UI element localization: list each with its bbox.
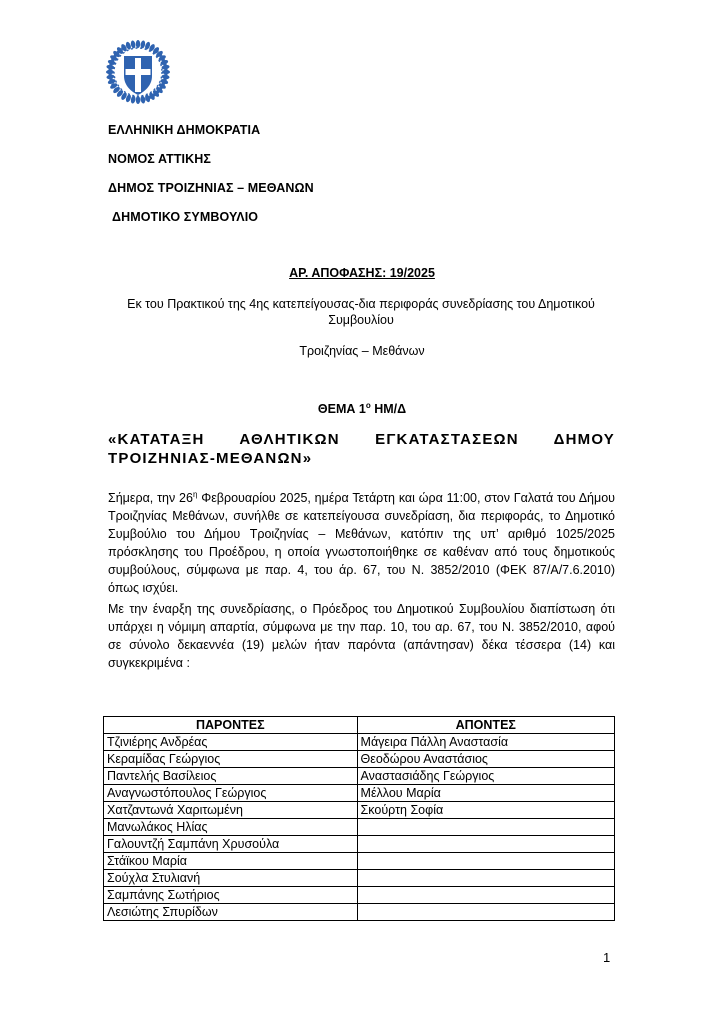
absent-header: ΑΠΟΝΤΕΣ xyxy=(357,717,614,734)
present-member-cell: Στάϊκου Μαρία xyxy=(104,853,358,870)
present-member-cell: Σούχλα Στυλιανή xyxy=(104,870,358,887)
paragraph-quorum: Με την έναρξη της συνεδρίασης, ο Πρόεδρος του Δημοτικού Συμβουλίου διαπίστωση ότι υπάρχει η νόμιμη απαρτία, σύμφωνα με την παρ. 10, του αρ. 67, του Ν. 3852/2010, αφού σε σύνολο δεκαεννέα (19) μελών ήταν παρόντα (απάντησαν) δέκα τέσσερα (14) και συγκεκριμένα : xyxy=(108,602,615,670)
absent-member-cell: Σκούρτη Σοφία xyxy=(357,802,614,819)
table-row xyxy=(104,870,615,887)
paragraph-session xyxy=(108,486,615,597)
paragraph-session-rest: Φεβρουαρίου 2025, ημέρα Τετάρτη και ώρα 11:00, στον Γαλατά του Δήμου Τροιζηνίας Μεθάνων, συνήλθε σε κατεπείγουσα συνεδρίαση, δια περιφοράς, το Δημοτικό Συμβούλιο του Δήμου Τροιζηνίας – Μεθάνων, κατόπιν της υπ’ αριθμό 1025/2025 πρόσκλησης του Προέδρου, η οποία γνωστοποιήθηκε σε καθέναν από τους δημοτικούς συμβούλους, σύμφωνα με παρ. 4, του άρ. 67, του Ν. 3852/2010 (ΦΕΚ 87/Α/7.6.2010) όπως ισχύει. xyxy=(108,491,615,596)
present-member-cell: Τζινιέρης Ανδρέας xyxy=(104,734,358,751)
municipality-name: Τροιζηνίας – Μεθάνων xyxy=(299,344,425,358)
present-member-cell: Χατζαντωνά Χαριτωμένη xyxy=(104,802,358,819)
table-row xyxy=(104,853,615,870)
subject-number xyxy=(0,401,724,416)
absent-member-cell xyxy=(357,836,614,853)
table-row xyxy=(104,819,615,836)
absent-member-cell: Θεοδώρου Αναστάσιος xyxy=(357,751,614,768)
present-member-cell: Μανωλάκος Ηλίας xyxy=(104,819,358,836)
decision-number: ΑΡ. ΑΠΟΦΑΣΗΣ: 19/2025 xyxy=(289,266,435,280)
present-member-cell: Αναγνωστόπουλος Γεώργιος xyxy=(104,785,358,802)
present-member-cell: Λεσιώτης Σπυρίδων xyxy=(104,904,358,921)
absent-member-cell xyxy=(357,887,614,904)
absent-member-cell xyxy=(357,853,614,870)
subject-number-suffix: ΗΜ/Δ xyxy=(370,402,407,417)
subject-number-ordinal: ο xyxy=(365,401,371,410)
attendance-header-row xyxy=(104,717,615,734)
header-municipality: ΔΗΜΟΣ ΤΡΟΙΖΗΝΙΑΣ – ΜΕΘΑΝΩΝ xyxy=(108,181,314,195)
present-member-cell: Σαμπάνης Σωτήριος xyxy=(104,887,358,904)
present-member-cell: Παντελής Βασίλειος xyxy=(104,768,358,785)
paragraph-session-start: Σήμερα, την 26 xyxy=(108,491,193,506)
attendance-body xyxy=(104,734,615,921)
header-prefecture: ΝΟΜΟΣ ΑΤΤΙΚΗΣ xyxy=(108,152,211,166)
present-member-cell: Γαλουντζή Σαμπάνη Χρυσούλα xyxy=(104,836,358,853)
table-row xyxy=(104,836,615,853)
header-council: ΔΗΜΟΤΙΚΟ ΣΥΜΒΟΥΛΙΟ xyxy=(112,210,259,224)
paragraph-session-ordinal: η xyxy=(192,490,198,499)
table-row xyxy=(104,785,615,802)
absent-member-cell: Μέλλου Μαρία xyxy=(357,785,614,802)
absent-member-cell: Αναστασιάδης Γεώργιος xyxy=(357,768,614,785)
greek-coat-of-arms-icon xyxy=(106,40,170,104)
attendance-table xyxy=(103,716,615,921)
subject-number-text: ΘΕΜΑ 1 xyxy=(317,402,366,417)
absent-member-cell xyxy=(357,819,614,836)
header-country: ΕΛΛΗΝΙΚΗ ΔΗΜΟΚΡΑΤΙΑ xyxy=(108,123,261,137)
present-member-cell: Κεραμίδας Γεώργιος xyxy=(104,751,358,768)
absent-member-cell: Μάγειρα Πάλλη Αναστασία xyxy=(357,734,614,751)
page-number: 1 xyxy=(603,950,611,965)
table-row xyxy=(104,887,615,904)
absent-member-cell xyxy=(357,870,614,887)
present-header: ΠΑΡΟΝΤΕΣ xyxy=(104,717,358,734)
table-row xyxy=(104,768,615,785)
table-row xyxy=(104,904,615,921)
table-row xyxy=(104,751,615,768)
subject-title: «ΚΑΤΑΤΑΞΗ ΑΘΛΗΤΙΚΩΝ ΕΓΚΑΤΑΣΤΑΣΕΩΝ ΔΗΜΟΥ ΤΡΟΙΖΗΝΙΑΣ-ΜΕΘΑΝΩΝ» xyxy=(108,431,615,467)
table-row xyxy=(104,734,615,751)
minutes-reference: Εκ του Πρακτικού της 4ης κατεπείγουσας-δια περιφοράς συνεδρίασης του Δημοτικού Συμβουλίου xyxy=(127,297,595,327)
absent-member-cell xyxy=(357,904,614,921)
table-row xyxy=(104,802,615,819)
